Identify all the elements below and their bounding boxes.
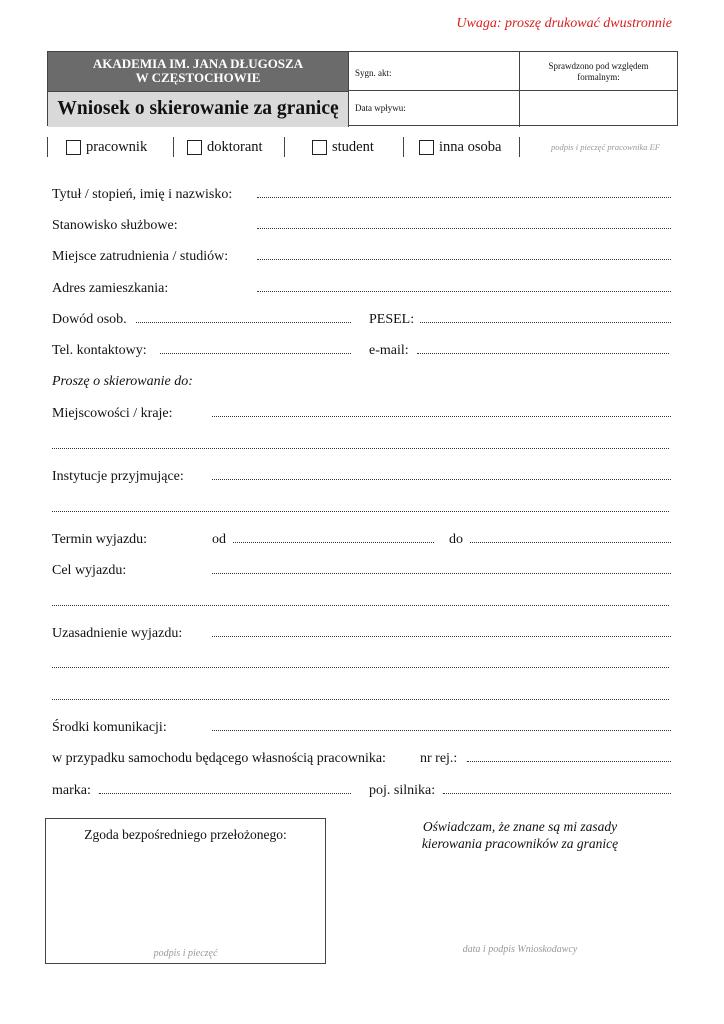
label-email: e-mail:: [369, 343, 409, 358]
input-transport[interactable]: [212, 728, 671, 731]
stamp-note: podpis i pieczęć pracownika EF: [550, 142, 660, 152]
input-purpose[interactable]: [212, 571, 671, 574]
divider: [47, 137, 48, 157]
checkbox[interactable]: [187, 140, 202, 155]
label-to: do: [449, 532, 463, 547]
divider: [173, 137, 174, 157]
label-name: Tytuł / stopień, imię i nazwisko:: [52, 187, 233, 202]
divider: [403, 137, 404, 157]
role-selector: [47, 137, 678, 157]
input-pesel[interactable]: [420, 320, 671, 323]
label-places: Miejscowości / kraje:: [52, 406, 173, 421]
label-justification: Uzasadnienie wyjazdu:: [52, 626, 183, 641]
role-option-student[interactable]: student: [312, 137, 374, 157]
applicant-signature-note: data i podpis Wnioskodawcy: [462, 944, 578, 955]
input-id-card[interactable]: [136, 320, 351, 323]
formal-check-label: Sprawdzono pod względem formalnym:: [520, 52, 677, 91]
input-engine[interactable]: [443, 791, 671, 794]
label-institutions: Instytucje przyjmujące:: [52, 469, 184, 484]
input-phone[interactable]: [160, 351, 351, 354]
label-workplace: Miejsce zatrudnienia / studiów:: [52, 249, 229, 264]
label-from: od: [212, 532, 226, 547]
input-position[interactable]: [257, 226, 671, 229]
input-to-date[interactable]: [470, 540, 671, 543]
input-institutions-line2[interactable]: [52, 509, 669, 512]
input-places-line2[interactable]: [52, 446, 669, 449]
label-engine: poj. silnika:: [369, 783, 436, 798]
label-position: Stanowisko służbowe:: [52, 218, 178, 233]
input-workplace[interactable]: [257, 257, 671, 260]
divider: [519, 137, 520, 157]
input-from-date[interactable]: [233, 540, 434, 543]
input-justification[interactable]: [212, 634, 671, 637]
input-name[interactable]: [257, 195, 671, 198]
label-transport: Środki komunikacji:: [52, 720, 167, 735]
label-purpose: Cel wyjazdu:: [52, 563, 127, 578]
input-justification-line2[interactable]: [52, 665, 669, 668]
approval-title: Zgoda bezpośredniego przełożonego:: [84, 827, 287, 842]
divider: [284, 137, 285, 157]
form-title: Wniosek o skierowanie za granicę: [48, 91, 348, 127]
label-pesel: PESEL:: [369, 312, 415, 327]
label-reg-no: nr rej.:: [420, 751, 458, 766]
input-justification-line3[interactable]: [52, 697, 669, 700]
approval-signature-note: podpis i pieczęć: [153, 948, 218, 959]
declaration: Oświadczam, że znane są mi zasady kierowania pracowników za granicę: [421, 819, 619, 851]
role-option-other[interactable]: inna osoba: [419, 137, 501, 157]
checkbox[interactable]: [66, 140, 81, 155]
received-date-field[interactable]: Data wpływu:: [355, 103, 406, 113]
supervisor-approval-box[interactable]: [45, 818, 326, 964]
input-email[interactable]: [417, 351, 669, 354]
university-name: AKADEMIA IM. JANA DŁUGOSZA W CZĘSTOCHOWIE: [48, 52, 348, 91]
print-notice: Uwaga: proszę drukować dwustronnie: [456, 16, 672, 31]
input-places[interactable]: [212, 414, 671, 417]
registry-column: [348, 52, 520, 127]
label-address: Adres zamieszkania:: [52, 281, 169, 296]
label-car-note: w przypadku samochodu będącego własnością pracownika:: [52, 751, 386, 766]
checkbox[interactable]: [419, 140, 434, 155]
signature-field[interactable]: Sygn. akt:: [349, 52, 519, 91]
checkbox[interactable]: [312, 140, 327, 155]
request-heading: Proszę o skierowanie do:: [52, 374, 193, 389]
label-term: Termin wyjazdu:: [52, 532, 148, 547]
input-make[interactable]: [99, 791, 351, 794]
input-address[interactable]: [257, 289, 671, 292]
role-option-employee[interactable]: pracownik: [66, 137, 147, 157]
formal-check-column: [520, 52, 677, 127]
input-reg-no[interactable]: [467, 759, 671, 762]
input-purpose-line2[interactable]: [52, 603, 669, 606]
role-option-phd[interactable]: doktorant: [187, 137, 263, 157]
label-phone: Tel. kontaktowy:: [52, 343, 147, 358]
label-id-card: Dowód osob.: [52, 312, 127, 327]
form-header: [47, 51, 678, 126]
input-institutions[interactable]: [212, 477, 671, 480]
label-make: marka:: [52, 783, 91, 798]
